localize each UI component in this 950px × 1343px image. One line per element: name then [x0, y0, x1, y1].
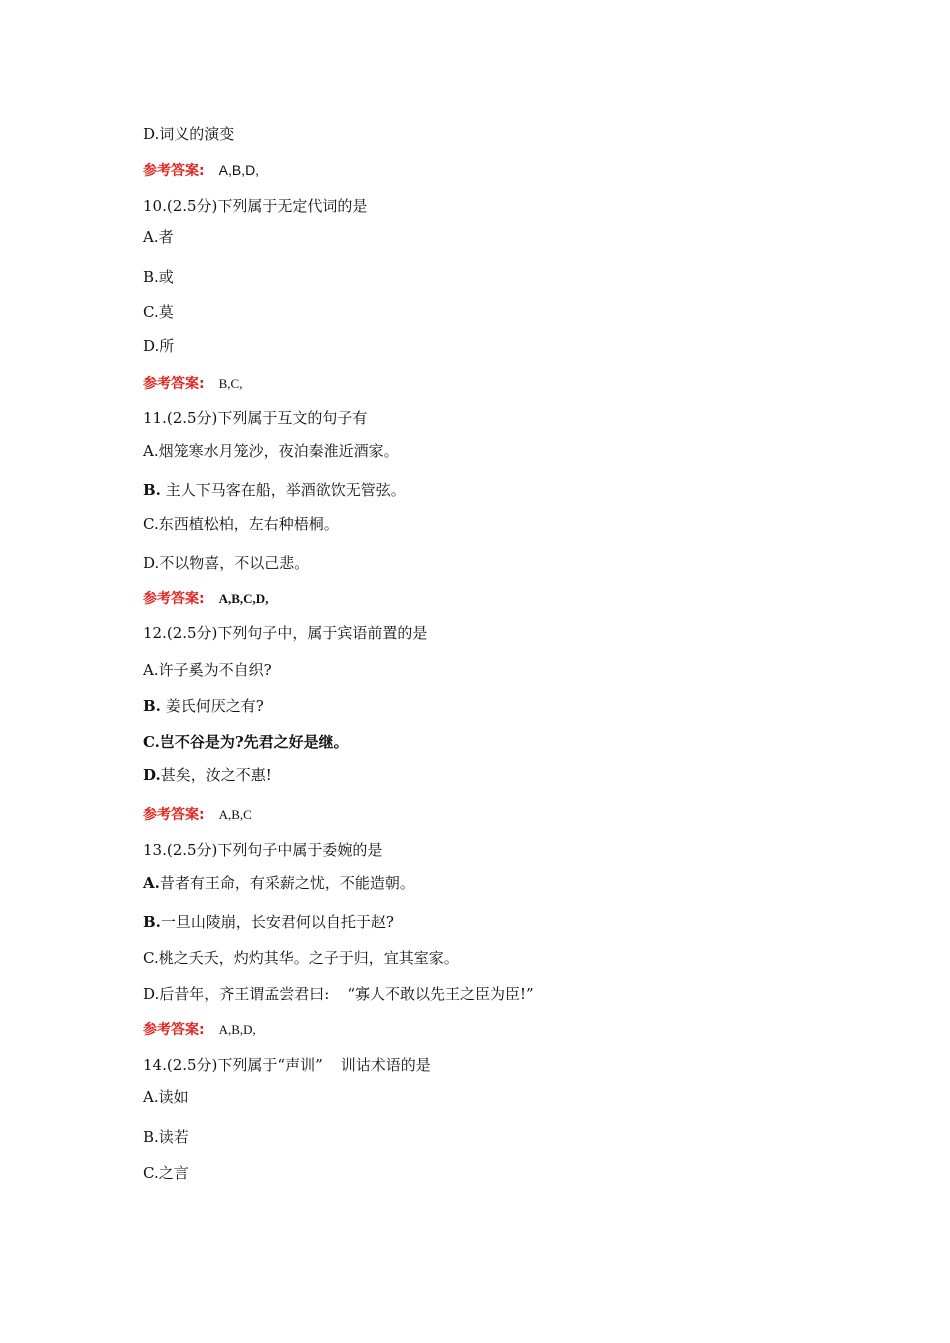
q11-answer-row [143, 588, 268, 609]
option-letter: B. [143, 481, 161, 499]
option-text: 一旦山陵崩，长安君何以自托于赵? [160, 913, 394, 931]
q11-option-c: C.东西植松柏，左右种梧桐。 [143, 515, 339, 533]
answer-label: 参考答案: [143, 807, 205, 823]
q13-answer-row [143, 1019, 256, 1040]
question-text-part2: 训诂术语的是 [340, 1056, 431, 1074]
q13-option-c: C.桃之夭夭，灼灼其华。之子于归，宜其室家。 [143, 949, 459, 967]
answer-label: 参考答案: [143, 163, 205, 179]
q12-option-c: C.岂不谷是为?先君之好是继。 [143, 733, 349, 751]
q13-option-a [143, 873, 415, 893]
q10-option-d: D.所 [143, 337, 175, 355]
q12-question: 12.(2.5分)下列句子中，属于宾语前置的是 [143, 624, 428, 642]
q12-option-b [143, 696, 264, 716]
option-text: 昔者有王命，有采薪之忧，不能造朝。 [159, 874, 415, 892]
q13-question: 13.(2.5分)下列句子中属于委婉的是 [143, 841, 383, 859]
q10-option-a: A.者 [143, 228, 174, 246]
option-letter: A. [143, 874, 160, 892]
answer-value: A,B,D, [218, 162, 260, 178]
option-text: 姜氏何厌之有? [165, 697, 264, 715]
q9-answer-row [143, 160, 259, 181]
answer-label: 参考答案: [143, 376, 205, 392]
q14-option-b: B.读若 [143, 1128, 189, 1146]
q12-answer-row [143, 804, 252, 825]
answer-value: A,B,C [218, 807, 252, 822]
option-quote: “寡人不敢以先王之臣为臣!” [347, 985, 534, 1003]
answer-value: B,C, [218, 376, 243, 391]
option-letter: B. [143, 697, 161, 715]
q11-question: 11.(2.5分)下列属于互文的句子有 [143, 409, 368, 427]
q11-option-a: A.烟笼寒水月笼沙，夜泊秦淮近酒家。 [143, 442, 399, 460]
q13-option-b [143, 912, 394, 932]
q10-answer-row [143, 373, 242, 394]
answer-value: A,B,C,D, [218, 591, 269, 606]
answer-value: A,B,D, [218, 1022, 256, 1037]
q14-option-a: A.读如 [143, 1088, 189, 1106]
option-text: D.后昔年，齐王谓孟尝君曰: [143, 985, 330, 1003]
option-text: 主人下马客在船，举酒欲饮无管弦。 [165, 481, 406, 499]
q11-option-d: D.不以物喜，不以己悲。 [143, 554, 310, 572]
q10-option-c: C.莫 [143, 303, 174, 321]
q12-option-a: A.许子奚为不自织? [143, 661, 272, 679]
answer-label: 参考答案: [143, 1022, 205, 1038]
q9-option-d: D.词义的演变 [143, 125, 235, 143]
q14-option-c: C.之言 [143, 1164, 189, 1182]
q10-question: 10.(2.5分)下列属于无定代词的是 [143, 197, 368, 215]
q11-option-b [143, 480, 406, 500]
q12-option-d [143, 765, 272, 785]
option-text: 甚矣，汝之不惠! [160, 766, 272, 784]
question-text-part1: 14.(2.5分)下列属于“声训” [143, 1056, 323, 1074]
answer-label: 参考答案: [143, 591, 205, 607]
q10-option-b: B.或 [143, 268, 174, 286]
option-letter: D. [143, 766, 161, 784]
q14-question [143, 1055, 431, 1075]
option-letter: B. [143, 913, 161, 931]
q13-option-d [143, 984, 534, 1004]
